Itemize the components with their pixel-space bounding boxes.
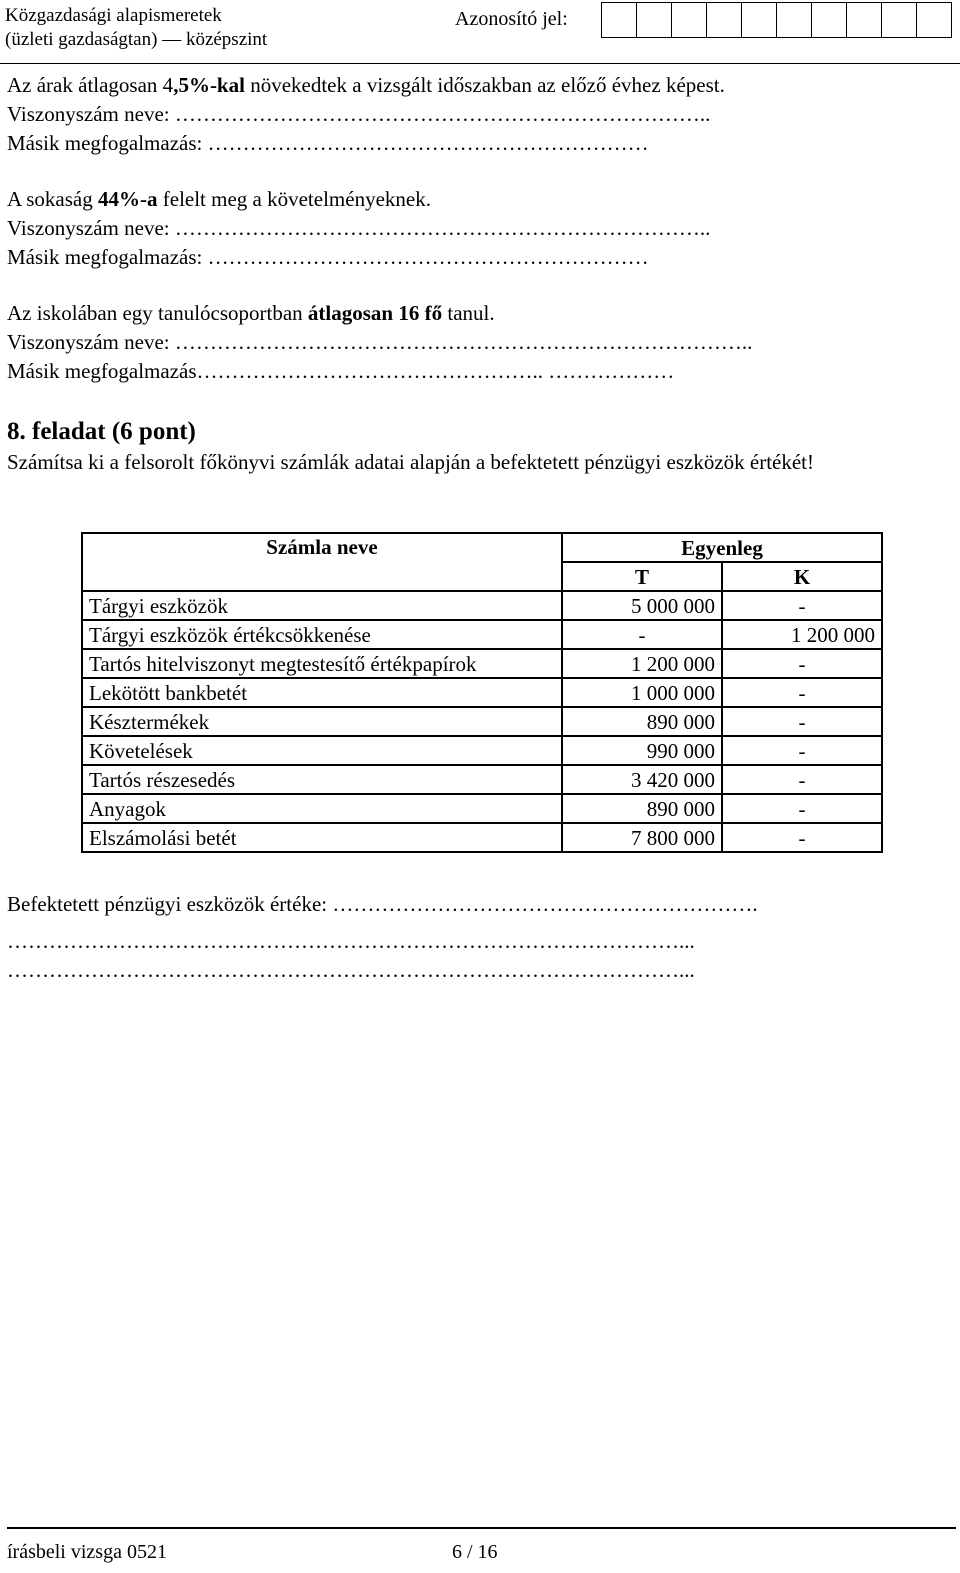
account-name: Tartós hitelviszonyt megtestesítő értékpapírok	[82, 649, 562, 678]
header-subject-line2: (üzleti gazdaságtan) — középszint	[5, 29, 268, 50]
id-box[interactable]	[742, 3, 777, 37]
ratio-name-answer-field[interactable]: …………………………………………………………………..	[174, 102, 711, 126]
task-description: Számítsa ki a felsorolt főkönyvi számlák adatai alapján a befektetett pénzügyi eszközök értékét!	[7, 450, 815, 474]
answer-line-3[interactable]	[7, 957, 695, 983]
account-name: Tartós részesedés	[82, 765, 562, 794]
statement-1	[7, 72, 725, 98]
alt-phrasing-line-1	[7, 130, 649, 156]
col-header-debit: T	[562, 562, 722, 591]
statement-emphasis: ,5%-kal	[173, 73, 245, 97]
id-box[interactable]	[672, 3, 707, 37]
ratio-name-label: Viszonyszám neve:	[7, 216, 175, 240]
statement-2	[7, 186, 431, 212]
task-title: 8. feladat (6 pont)	[7, 418, 196, 445]
credit-value: 1 200 000	[722, 620, 882, 649]
statement-text: tanul.	[442, 301, 495, 325]
ratio-name-line-1	[7, 101, 710, 127]
credit-value: -	[722, 765, 882, 794]
col-header-balance: Egyenleg	[562, 533, 882, 562]
statement-text: Az iskolában egy tanulócsoportban	[7, 301, 308, 325]
table-row	[82, 823, 882, 852]
alt-phrasing-label: Másik megfogalmazás	[7, 359, 197, 383]
debit-value: 3 420 000	[562, 765, 722, 794]
answer-label: Befektetett pénzügyi eszközök értéke:	[7, 892, 333, 916]
id-label: Azonosító jel:	[455, 8, 568, 30]
id-box-group	[601, 2, 952, 38]
debit-value: 1 000 000	[562, 678, 722, 707]
statement-text: felelt meg a követelményeknek.	[157, 187, 431, 211]
alt-phrasing-answer-field[interactable]: ………………………………………………………	[207, 245, 649, 269]
table-row	[82, 736, 882, 765]
answer-field[interactable]: ……………………………………………………………………………………...	[7, 929, 695, 953]
account-name: Követelések	[82, 736, 562, 765]
id-box[interactable]	[602, 3, 637, 37]
account-name: Anyagok	[82, 794, 562, 823]
debit-value: 990 000	[562, 736, 722, 765]
id-box[interactable]	[847, 3, 882, 37]
statement-3	[7, 300, 495, 326]
table-row	[82, 794, 882, 823]
alt-phrasing-line-3	[7, 358, 674, 384]
debit-value: 1 200 000	[562, 649, 722, 678]
col-header-account-name: Számla neve	[82, 533, 562, 591]
credit-value: -	[722, 707, 882, 736]
footer-page-number: 6 / 16	[452, 1541, 498, 1563]
credit-value: -	[722, 649, 882, 678]
credit-value: -	[722, 794, 882, 823]
answer-field[interactable]: ……………………………………………………………………………………...	[7, 958, 695, 982]
debit-value: 890 000	[562, 794, 722, 823]
statement-text: A sokaság	[7, 187, 98, 211]
ratio-name-answer-field[interactable]: ………………………………………………………………………..	[174, 330, 753, 354]
debit-value: 7 800 000	[562, 823, 722, 852]
credit-value: -	[722, 823, 882, 852]
header-subject-line1: Közgazdasági alapismeretek	[5, 5, 222, 26]
alt-phrasing-label: Másik megfogalmazás:	[7, 131, 208, 155]
table-row	[82, 591, 882, 620]
ratio-name-label: Viszonyszám neve:	[7, 102, 175, 126]
account-name: Elszámolási betét	[82, 823, 562, 852]
table-row	[82, 765, 882, 794]
col-header-credit: K	[722, 562, 882, 591]
account-name: Késztermékek	[82, 707, 562, 736]
footer-exam-code: írásbeli vizsga 0521	[7, 1541, 167, 1563]
table-row	[82, 620, 882, 649]
ratio-name-answer-field[interactable]: …………………………………………………………………..	[174, 216, 711, 240]
table-row	[82, 707, 882, 736]
credit-value: -	[722, 736, 882, 765]
answer-field[interactable]: …………………………………………………….	[332, 892, 758, 916]
ratio-name-line-3	[7, 329, 752, 355]
alt-phrasing-line-2	[7, 244, 649, 270]
ledger-table	[81, 532, 883, 853]
table-row	[82, 678, 882, 707]
footer-divider	[7, 1527, 956, 1529]
answer-line-1	[7, 891, 758, 917]
id-box[interactable]	[882, 3, 917, 37]
header-subject	[5, 4, 267, 52]
id-box[interactable]	[637, 3, 672, 37]
id-box[interactable]	[812, 3, 847, 37]
account-name: Lekötött bankbetét	[82, 678, 562, 707]
id-box[interactable]	[917, 3, 951, 37]
id-box[interactable]	[707, 3, 742, 37]
statement-emphasis: 44%-a	[98, 187, 158, 211]
statement-text: Az árak átlagosan 4	[7, 73, 174, 97]
account-name: Tárgyi eszközök értékcsökkenése	[82, 620, 562, 649]
alt-phrasing-answer-field[interactable]: ………………………………………….. ………………	[196, 359, 675, 383]
account-name: Tárgyi eszközök	[82, 591, 562, 620]
credit-value: -	[722, 678, 882, 707]
debit-value: -	[562, 620, 722, 649]
alt-phrasing-answer-field[interactable]: ………………………………………………………	[207, 131, 649, 155]
statement-emphasis: átlagosan 16 fő	[307, 301, 443, 325]
statement-text: növekedtek a vizsgált időszakban az előző évhez képest.	[244, 73, 725, 97]
alt-phrasing-label: Másik megfogalmazás:	[7, 245, 208, 269]
header-divider	[0, 63, 960, 64]
ratio-name-label: Viszonyszám neve:	[7, 330, 175, 354]
debit-value: 5 000 000	[562, 591, 722, 620]
answer-line-2[interactable]	[7, 928, 695, 954]
credit-value: -	[722, 591, 882, 620]
id-box[interactable]	[777, 3, 812, 37]
debit-value: 890 000	[562, 707, 722, 736]
table-row	[82, 649, 882, 678]
ratio-name-line-2	[7, 215, 710, 241]
